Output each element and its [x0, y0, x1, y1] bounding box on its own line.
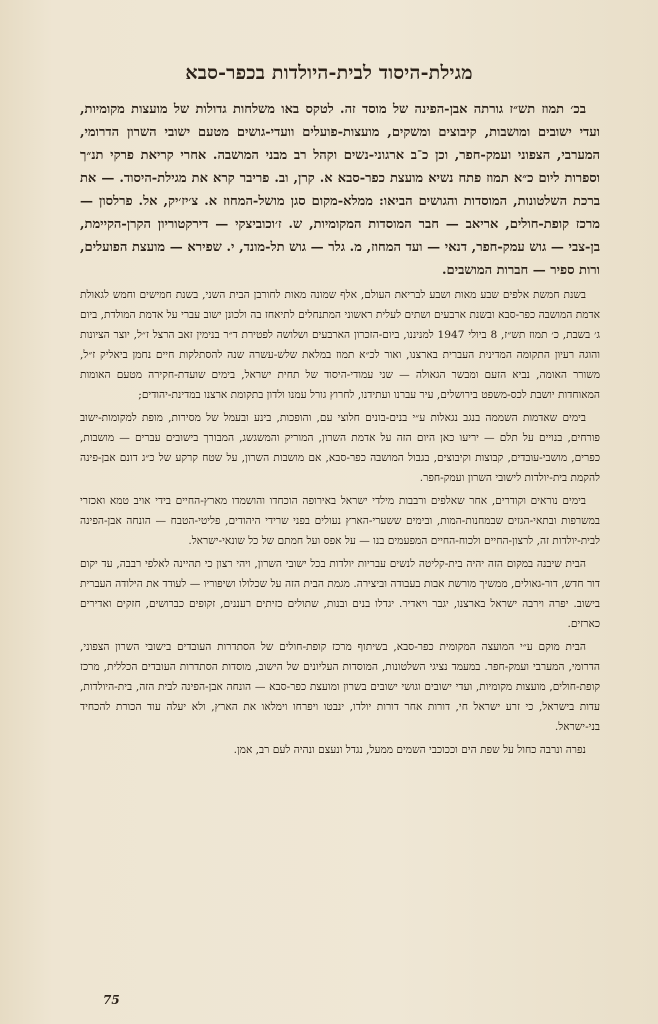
lead-section [80, 98, 600, 282]
paragraph-founders: הבית מוקם ע״י המועצה המקומית כפר-סבא, בשיתוף מרכז קופת-חולים של הסתדרות העובדים בישובי השרון הצפוני, הדרומי, המערבי ועמק-חפר. במעמד נציגי השלטונות, המוסדות העליונים של הישוב, מוסדות הסתדרות העובדים הכללית, מרכז קופת-חולים, מועצות מקומיות, ועדי ישובים וגושי ישובים בשרון ומועצת כפר-סבא — הונחה אבן-הפינה לבית הזה, בית-היולדות, עדות בישראל, כי זרע ישראל חי, דורות אחר דורות יולדו, ינבטו ויפרחו וימלאו את הארץ, ולא יעלה עוד הכורת להכחיד בני-ישראל. [80, 641, 600, 733]
page-number: 75 [103, 993, 120, 1007]
paragraph-negev: בימים שאדמות השממה בנגב נגאלות ע״י בנים-בונים חלוצי עם, והופכות, בינע ובעמל של מסירות, מופת למקומות-ישוב פורחים, בנויים על תלם — יריעו כאן היום הזה על אדמת השרון, המוריק והמשגשג, המבורך בישובים עברים — מושבות, כפרים, מושבי-עובדים, קבוצות וקיבוצים, בגבול המושבה כפר-סבא, אם מושבות השרון, על שטח קרקע של כ״ג דונם אבן-פינה להקמת בית-יולדות לישובי השרון ועמק-חפר. [80, 412, 600, 484]
document-text [80, 98, 600, 763]
paragraph-blessing: נפרה ונרבה כחול על שפת הים וככוכבי השמים ממעל, נגדל ונעצם ונהיה לעם רב, אמן. [233, 744, 586, 756]
paragraph-purpose: הבית שיבנה במקום הזה יהיה בית-קליטה לנשים עבריות יולדות בכל ישובי השרון, ויהי רצון כי תהיינה לאלפי רבבה, עד יקום דור חדש, דור-גאולים, ממשיך מורשת אבות בעבודה וביצירה. מגמת הבית הזה על שכלולו ושיפוריו — לעודד את הילודה העברית בישוב. יפרה וירבה ישראל בארצנו, יגבר ויאדיר. יגדלו בנים ובנות, שתולים כזיתים רעננים, זקופים כברושים, חזקים ואדירים כארזים. [80, 558, 600, 630]
lead-paragraph: בכ׳ תמוז תש״ז גורתה אבן-הפינה של מוסד זה. לטקס באו משלחות גדולות של מועצות מקומיות, ועדי ישובים ומושבות, קיבוצים ומשקים, מועצות-פועלים וועדי-גושים מטעם ישובי השרון הדרומי, המערבי, הצפוני ועמק-חפר, וכן כ־ב ארגוני-נשים וקהל רב מבני המושבה. אחרי קריאת פרקי תנ״ך וספרות ליום כ״א תמוז פתח נשיא מועצת כפר-סבא א. קרן, וב. פריבר קרא את מגילת-היסוד. — את ברכת השלטונות, המוסדות והגושים הביאו: ממלא-מקום סגן מושל-המחוז א. צ׳יז׳יק, אל. פרלסון — מרכז קופת-חולים, אריאב — חבר המוסדות המקומיות, ש. ז׳וכוביצקי — דירקטוריון הקרן-הקיימת, בן-צבי — גוש עמק-חפר, דנאי — ועד המחוז, מ. גלר — גוש תל-מונד, י. שפירא — מועצת הפועלים, ורות ספיר — חברות המושבים. [80, 102, 600, 278]
page-title: מגילת-היסוד לבית-היולדות בכפר-סבא [185, 62, 473, 84]
scroll-body [80, 285, 600, 760]
paragraph-holocaust: בימים נוראים וקודרים, אחר שאלפים ורבבות מילדי ישראל באירופה הוכחדו והושמדו מארץ-החיים בידי אויב טמא ואכזרי במשרפות ובתאי-הגזים שבמחנות-המות, ובימים ששערי-הארץ נעולים בפני שרידי היהודים, פליטי-הטבח — הונחה אבן-הפינה לבית-יולדות זה, לרצון-החיים ולכוח-החיים המפעמים בנו — על אפס ועל חמתם של כל שונאי-ישראל. [80, 495, 600, 547]
paragraph-opening: בשנת חמשת אלפים שבע מאות ושבע לבריאת העולם, אלף שמונה מאות לחורבן הבית השני, בשנת חמישים וחמש לגאולת אדמת המושבה כפר-סבא ובשנת ארבעים ושתים לעלית ראשוני המתנחלים לתיאחז בה ולכונן ישוב עברי על אדמת המולדת, ביום ג׳ בשבת, כ׳ תמוז תש״ז, 8 ביולי 1947 למניננו, ביום-הזכרון הארבעים ושלושה לפטירת ד״ר בנימין זאב הרצל ז״ל, יוצר הציונות והוגה רעיון התקומה המדינית העברית בארצנו, ואור לכ״א תמוז במלאת שלש-עשרה שנה להסתלקות חיים נחמן ביאליק ז״ל, משורר האומה, נביא הזעם ומבשר הגאולה — שני עמודי-היסוד של תחית ישראל, בימים שועדת-חקירה מטעם האומות המאוחדות יושבת לכס-משפט בירושלים, עיר עברנו ועתידנו, לחרוץ גורל עמנו ולדון בתקומת ארצנו במדינת-יהודים; [80, 289, 601, 401]
